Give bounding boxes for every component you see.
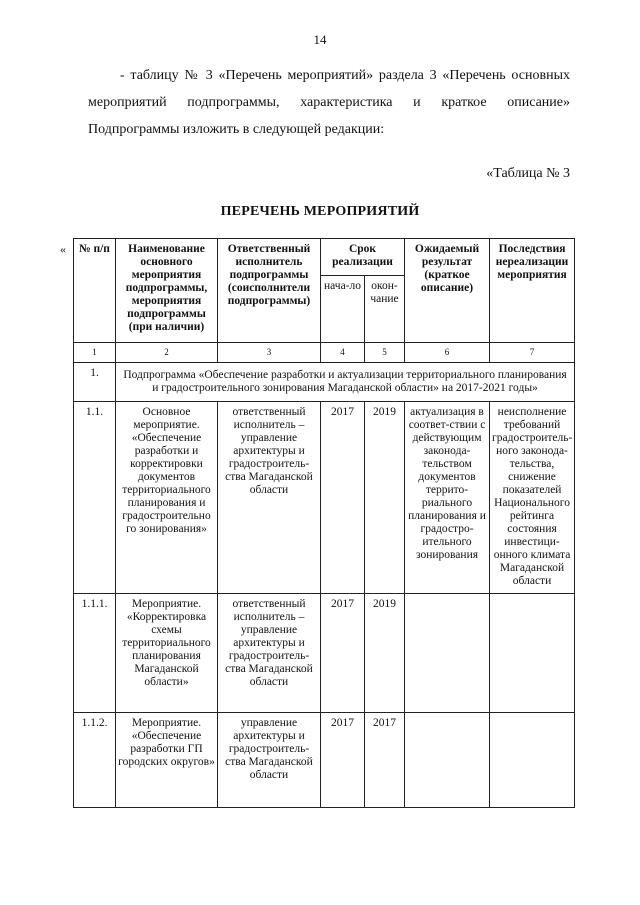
subprogram-num: 1. bbox=[74, 363, 116, 402]
table-row bbox=[74, 402, 575, 594]
row-start: 2017 bbox=[321, 594, 365, 713]
header-num: № п/п bbox=[74, 239, 116, 343]
header-executor: Ответственный исполнитель подпрограммы (соисполнители подпрограммы) bbox=[218, 239, 321, 343]
row-consequences: неисполнение требований градостроитель-ного законода-тельства, снижение показателей Национального рейтинга состояния инвестици-онного климата Магаданской области bbox=[490, 402, 575, 594]
row-start: 2017 bbox=[321, 713, 365, 808]
row-name: Мероприятие. «Корректировка схемы территориального планирования Магаданской области» bbox=[116, 594, 218, 713]
table-row bbox=[74, 594, 575, 713]
column-numbers-row bbox=[74, 343, 575, 363]
row-executor: ответственный исполнитель – управление архитектуры и градостроитель-ства Магаданской области bbox=[218, 594, 321, 713]
row-num: 1.1.1. bbox=[74, 594, 116, 713]
row-name: Мероприятие. «Обеспечение разработки ГП городских округов» bbox=[116, 713, 218, 808]
row-consequences bbox=[490, 594, 575, 713]
column-number: 4 bbox=[321, 343, 365, 363]
row-end: 2019 bbox=[365, 402, 405, 594]
column-number: 1 bbox=[74, 343, 116, 363]
column-number: 6 bbox=[405, 343, 490, 363]
events-table bbox=[73, 238, 575, 808]
column-number: 2 bbox=[116, 343, 218, 363]
header-end: окон-чание bbox=[365, 276, 405, 343]
column-number: 3 bbox=[218, 343, 321, 363]
row-end: 2017 bbox=[365, 713, 405, 808]
header-consequences: Последствия нереализации мероприятия bbox=[490, 239, 575, 343]
table-row bbox=[74, 713, 575, 808]
column-number: 7 bbox=[490, 343, 575, 363]
page-number: 14 bbox=[313, 32, 327, 47]
row-start: 2017 bbox=[321, 402, 365, 594]
table-header-row bbox=[74, 239, 575, 276]
row-end: 2019 bbox=[365, 594, 405, 713]
row-executor: ответственный исполнитель – управление архитектуры и градостроитель-ства Магаданской области bbox=[218, 402, 321, 594]
row-result bbox=[405, 713, 490, 808]
subprogram-title: Подпрограмма «Обеспечение разработки и актуализации территориального планирования и градостроительного зонирования Магаданской области» на 2017-2021 годы» bbox=[116, 363, 575, 402]
row-num: 1.1.2. bbox=[74, 713, 116, 808]
row-consequences bbox=[490, 713, 575, 808]
table-caption: «Таблица № 3 bbox=[486, 166, 570, 181]
row-name: Основное мероприятие. «Обеспечение разработки и корректировки документов территориального планирования и градостроительно го зонирования» bbox=[116, 402, 218, 594]
list-title: ПЕРЕЧЕНЬ МЕРОПРИЯТИЙ bbox=[220, 204, 420, 219]
column-number: 5 bbox=[365, 343, 405, 363]
row-num: 1.1. bbox=[74, 402, 116, 594]
header-start: нача-ло bbox=[321, 276, 365, 343]
row-executor: управление архитектуры и градостроитель-ства Магаданской области bbox=[218, 713, 321, 808]
header-name: Наименование основного мероприятия подпрограммы, мероприятия подпрограммы (при наличии) bbox=[116, 239, 218, 343]
header-term: Срок реализации bbox=[321, 239, 405, 276]
subprogram-row bbox=[74, 363, 575, 402]
intro-paragraph: - таблицу № 3 «Перечень мероприятий» раздела 3 «Перечень основных мероприятий подпрограммы, характеристика и краткое описание» Подпрограммы изложить в следующей редакции: bbox=[88, 68, 570, 137]
opening-quote-mark: « bbox=[60, 242, 66, 256]
row-result bbox=[405, 594, 490, 713]
row-result: актуализация в соответ-ствии с действующим законода-тельством документов террито-риального планирования и градостро-ительного зонирования bbox=[405, 402, 490, 594]
header-result: Ожидаемый результат (краткое описание) bbox=[405, 239, 490, 343]
